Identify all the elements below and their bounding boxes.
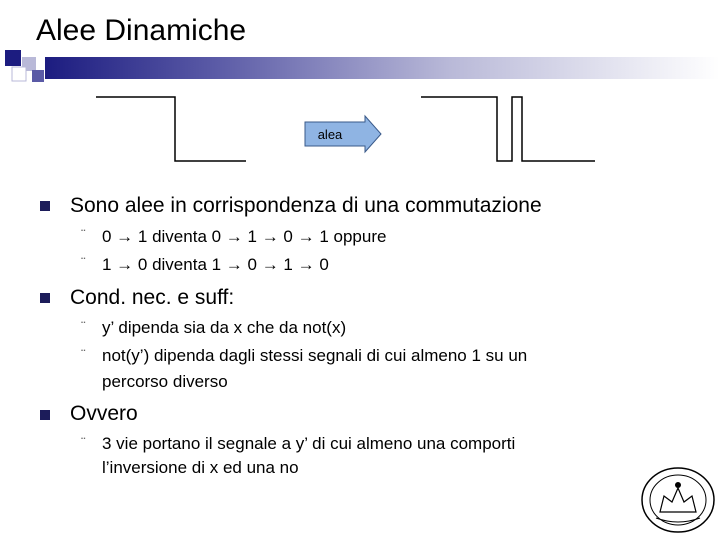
checkbox-bullet-icon: ¨ — [80, 349, 87, 364]
sub-bullet-text: 1 → 0 diventa 1 → 0 → 1 → 0 — [102, 255, 329, 274]
sub-bullet-text: 3 vie portano il segnale a y’ di cui almeno una comporti — [102, 434, 516, 453]
checkbox-bullet-icon: ¨ — [80, 257, 87, 272]
bullet-text: Sono alee in corrispondenza di una commutazione — [70, 194, 542, 217]
deco-square — [12, 67, 26, 81]
deco-square — [32, 70, 44, 82]
bullet-text: Ovvero — [70, 402, 138, 425]
alea-label: alea — [317, 127, 343, 142]
slide-title: Alee Dinamiche — [36, 14, 247, 47]
sub-bullet-text: not(y’) dipenda dagli stessi segnali di cui almeno 1 su un — [102, 346, 528, 365]
sub-bullet-text: l’inversione di x ed una no — [102, 458, 299, 477]
bullet-square-icon — [40, 293, 50, 303]
bullet-square-icon — [40, 201, 50, 211]
header-gradient-bar — [45, 57, 720, 79]
sub-bullet-text: y’ dipenda sia da x che da not(x) — [102, 318, 347, 337]
checkbox-bullet-icon: ¨ — [80, 229, 87, 244]
waveform-ideal — [96, 97, 246, 161]
sub-bullet-text: 0 → 1 diventa 0 → 1 → 0 → 1 oppure — [102, 227, 387, 246]
waveform-hazard — [421, 97, 595, 161]
waveform-diagram — [0, 90, 720, 170]
checkbox-bullet-icon: ¨ — [80, 321, 87, 336]
alea-arrow — [305, 116, 381, 152]
deco-square — [5, 50, 21, 66]
bullet-text: Cond. nec. e suff: — [70, 286, 235, 309]
bullet-square-icon — [40, 410, 50, 420]
sub-bullet-text: percorso diverso — [102, 372, 228, 391]
university-seal-icon — [640, 466, 716, 534]
checkbox-bullet-icon: ¨ — [80, 437, 87, 452]
